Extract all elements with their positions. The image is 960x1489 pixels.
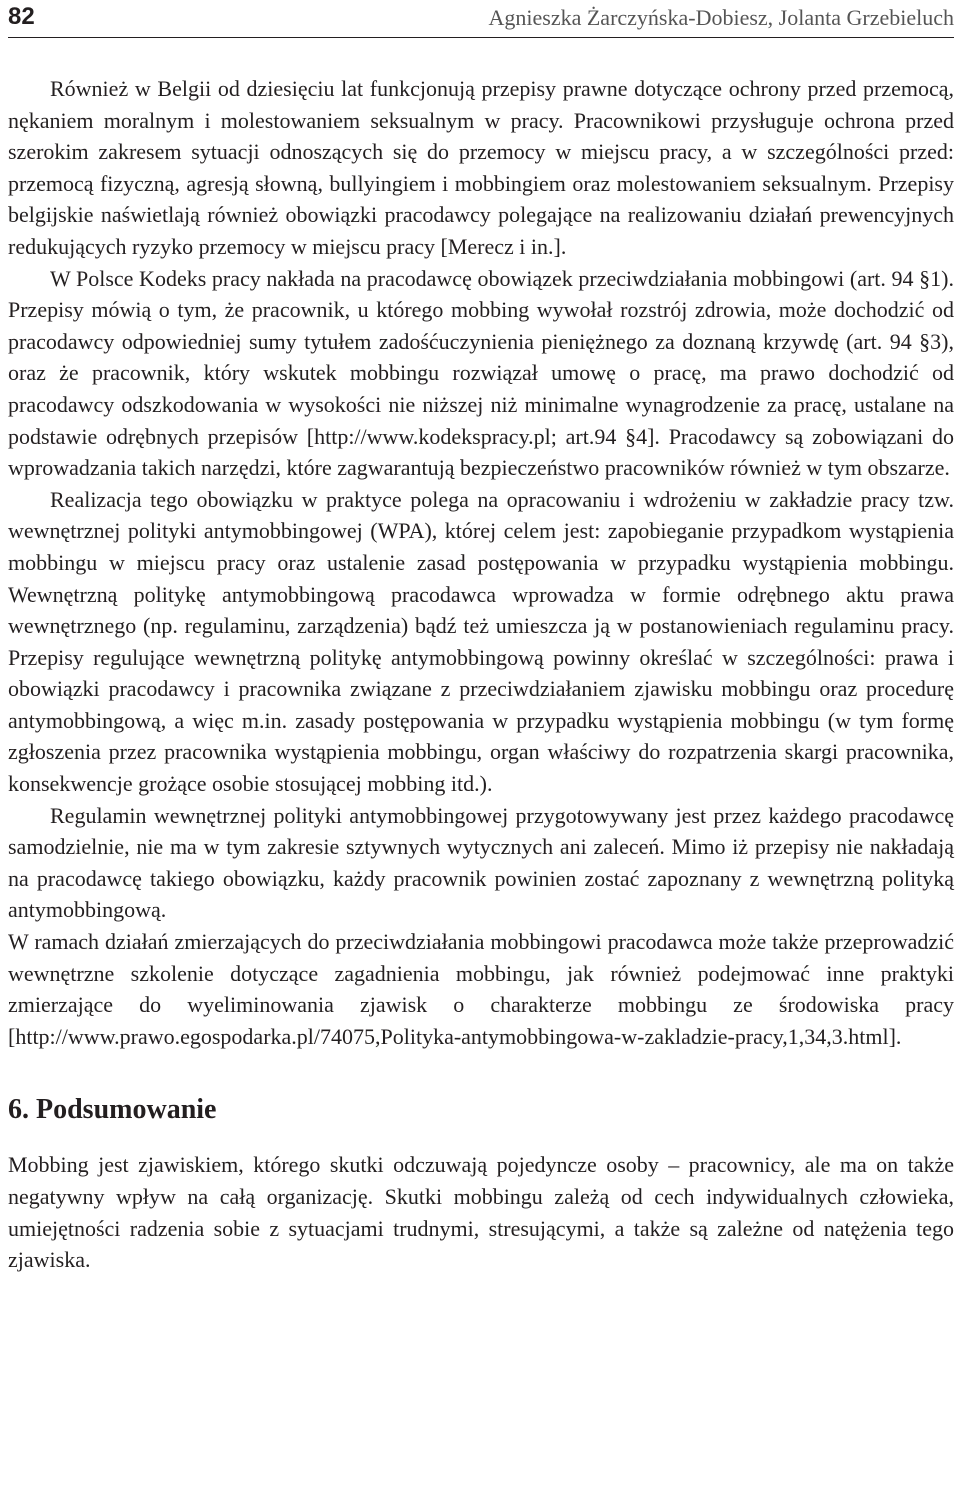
paragraph-belgium: Również w Belgii od dziesięciu lat funkcjonują przepisy prawne dotyczące ochrony przed przemocą, nękaniem moralnym i molestowaniem seksualnym w pracy. Pracownikowi przysługuje ochrona przed szerokim zakresem sytuacji odnoszących się do przemocy w miejscu pracy, a w szczególności przed: przemocą fizyczną, agresją słowną, bullyingiem i mobbingiem oraz molestowaniem seksualnym. Przepisy belgijskie naświetlają również obowiązki pracodawcy polegające na realizowaniu działań prewencyjnych redukujących ryzyko przemocy w miejscu pracy [Merecz i in.].	[8, 76, 954, 259]
running-head-authors: Agnieszka Żarczyńska-Dobiesz, Jolanta Grzebieluch	[488, 5, 954, 30]
paragraph-regulation: Regulamin wewnętrznej polityki antymobbingowej przygotowywany jest przez każdego pracodawcę samodzielnie, nie ma w tym zakresie sztywnych wytycznych ani zaleceń. Mimo iż przepisy nie nakładają na pracodawcę takiego obowiązku, każdy pracownik powinien zostać zapoznany z wewnętrzną polityką antymobbingową.	[8, 802, 954, 923]
paragraph-training: W ramach działań zmierzających do przeciwdziałania mobbingowi pracodawca może także przeprowadzić wewnętrzne szkolenie dotyczące zagadnienia mobbingu, jak również podejmować inne praktyki zmierzające do wyeliminowania zjawisk o charakterze mobbingu ze środowiska pracy [http://www.prawo.egospodarka.pl/74075,Polityka-antymobbingowa-w-zakladzie-pracy,1,34,3.html].	[8, 929, 954, 1049]
paragraph-wpa-policy: Realizacja tego obowiązku w praktyce polega na opracowaniu i wdrożeniu w zakładzie pracy tzw. wewnętrznej polityki antymobbingowej (WPA), której celem jest: zapobieganie przypadkom wystąpienia mobbingu w miejscu pracy oraz ustalenie zasad postępowania w przypadku wystąpienia mobbingu. Wewnętrzną politykę antymobbingową pracodawca wprowadza w formie odrębnego aktu prawa wewnętrznego (np. regulaminu, zarządzenia) bądź też umieszcza ją w postanowieniach regulaminu pracy. Przepisy regulujące wewnętrzną politykę antymobbingową powinny określać w szczególności: prawa i obowiązki pracodawcy i pracownika związane z przeciwdziałaniem zjawisku mobbingu oraz procedurę antymobbingową, a więc m.in. zasady postępowania w przypadku wystąpienia mobbingu (w tym formę zgłoszenia przez pracownika wystąpienia mobbingu, organ właściwy do rozpatrzenia skargi pracownika, konsekwencje grożące osobie stosującej mobbing itd.).	[8, 486, 954, 797]
page-number: 82	[8, 3, 35, 30]
document-page	[8, 0, 954, 1276]
page-header	[8, 0, 954, 38]
paragraph-poland-labour-code: W Polsce Kodeks pracy nakłada na pracodawcę obowiązek przeciwdziałania mobbingowi (art. 94 §1). Przepisy mówią o tym, że pracownik, u którego mobbing wywołał rozstrój zdrowia, może dochodzić od pracodawcy odpowiedniej sumy tytułem zadośćuczynienia pieniężnego za doznaną krzywdę (art. 94 §3), oraz że pracownik, który wskutek mobbingu rozwiązał umowę o pracę, ma prawo dochodzić od pracodawcy odszkodowania w wysokości nie niższej niż minimalne wynagrodzenie za pracę, ustalane na podstawie odrębnych przepisów [http://www.kodekspracy.pl; art.94 §4]. Pracodawcy są zobowiązani do wprowadzania takich narzędzi, które zagwarantują bezpieczeństwo pracowników również w tym obszarze.	[8, 265, 954, 481]
section-title-summary: 6. Podsumowanie	[8, 1094, 217, 1126]
paragraph-summary: Mobbing jest zjawiskiem, którego skutki odczuwają pojedyncze osoby – pracownicy, ale ma on także negatywny wpływ na całą organizację. Skutki mobbingu zależą od cech indywidualnych człowieka, umiejętności radzenia sobie z sytuacjami trudnymi, stresującymi, a także są zależne od natężenia tego zjawiska.	[8, 1152, 954, 1273]
body-text	[8, 73, 954, 1276]
